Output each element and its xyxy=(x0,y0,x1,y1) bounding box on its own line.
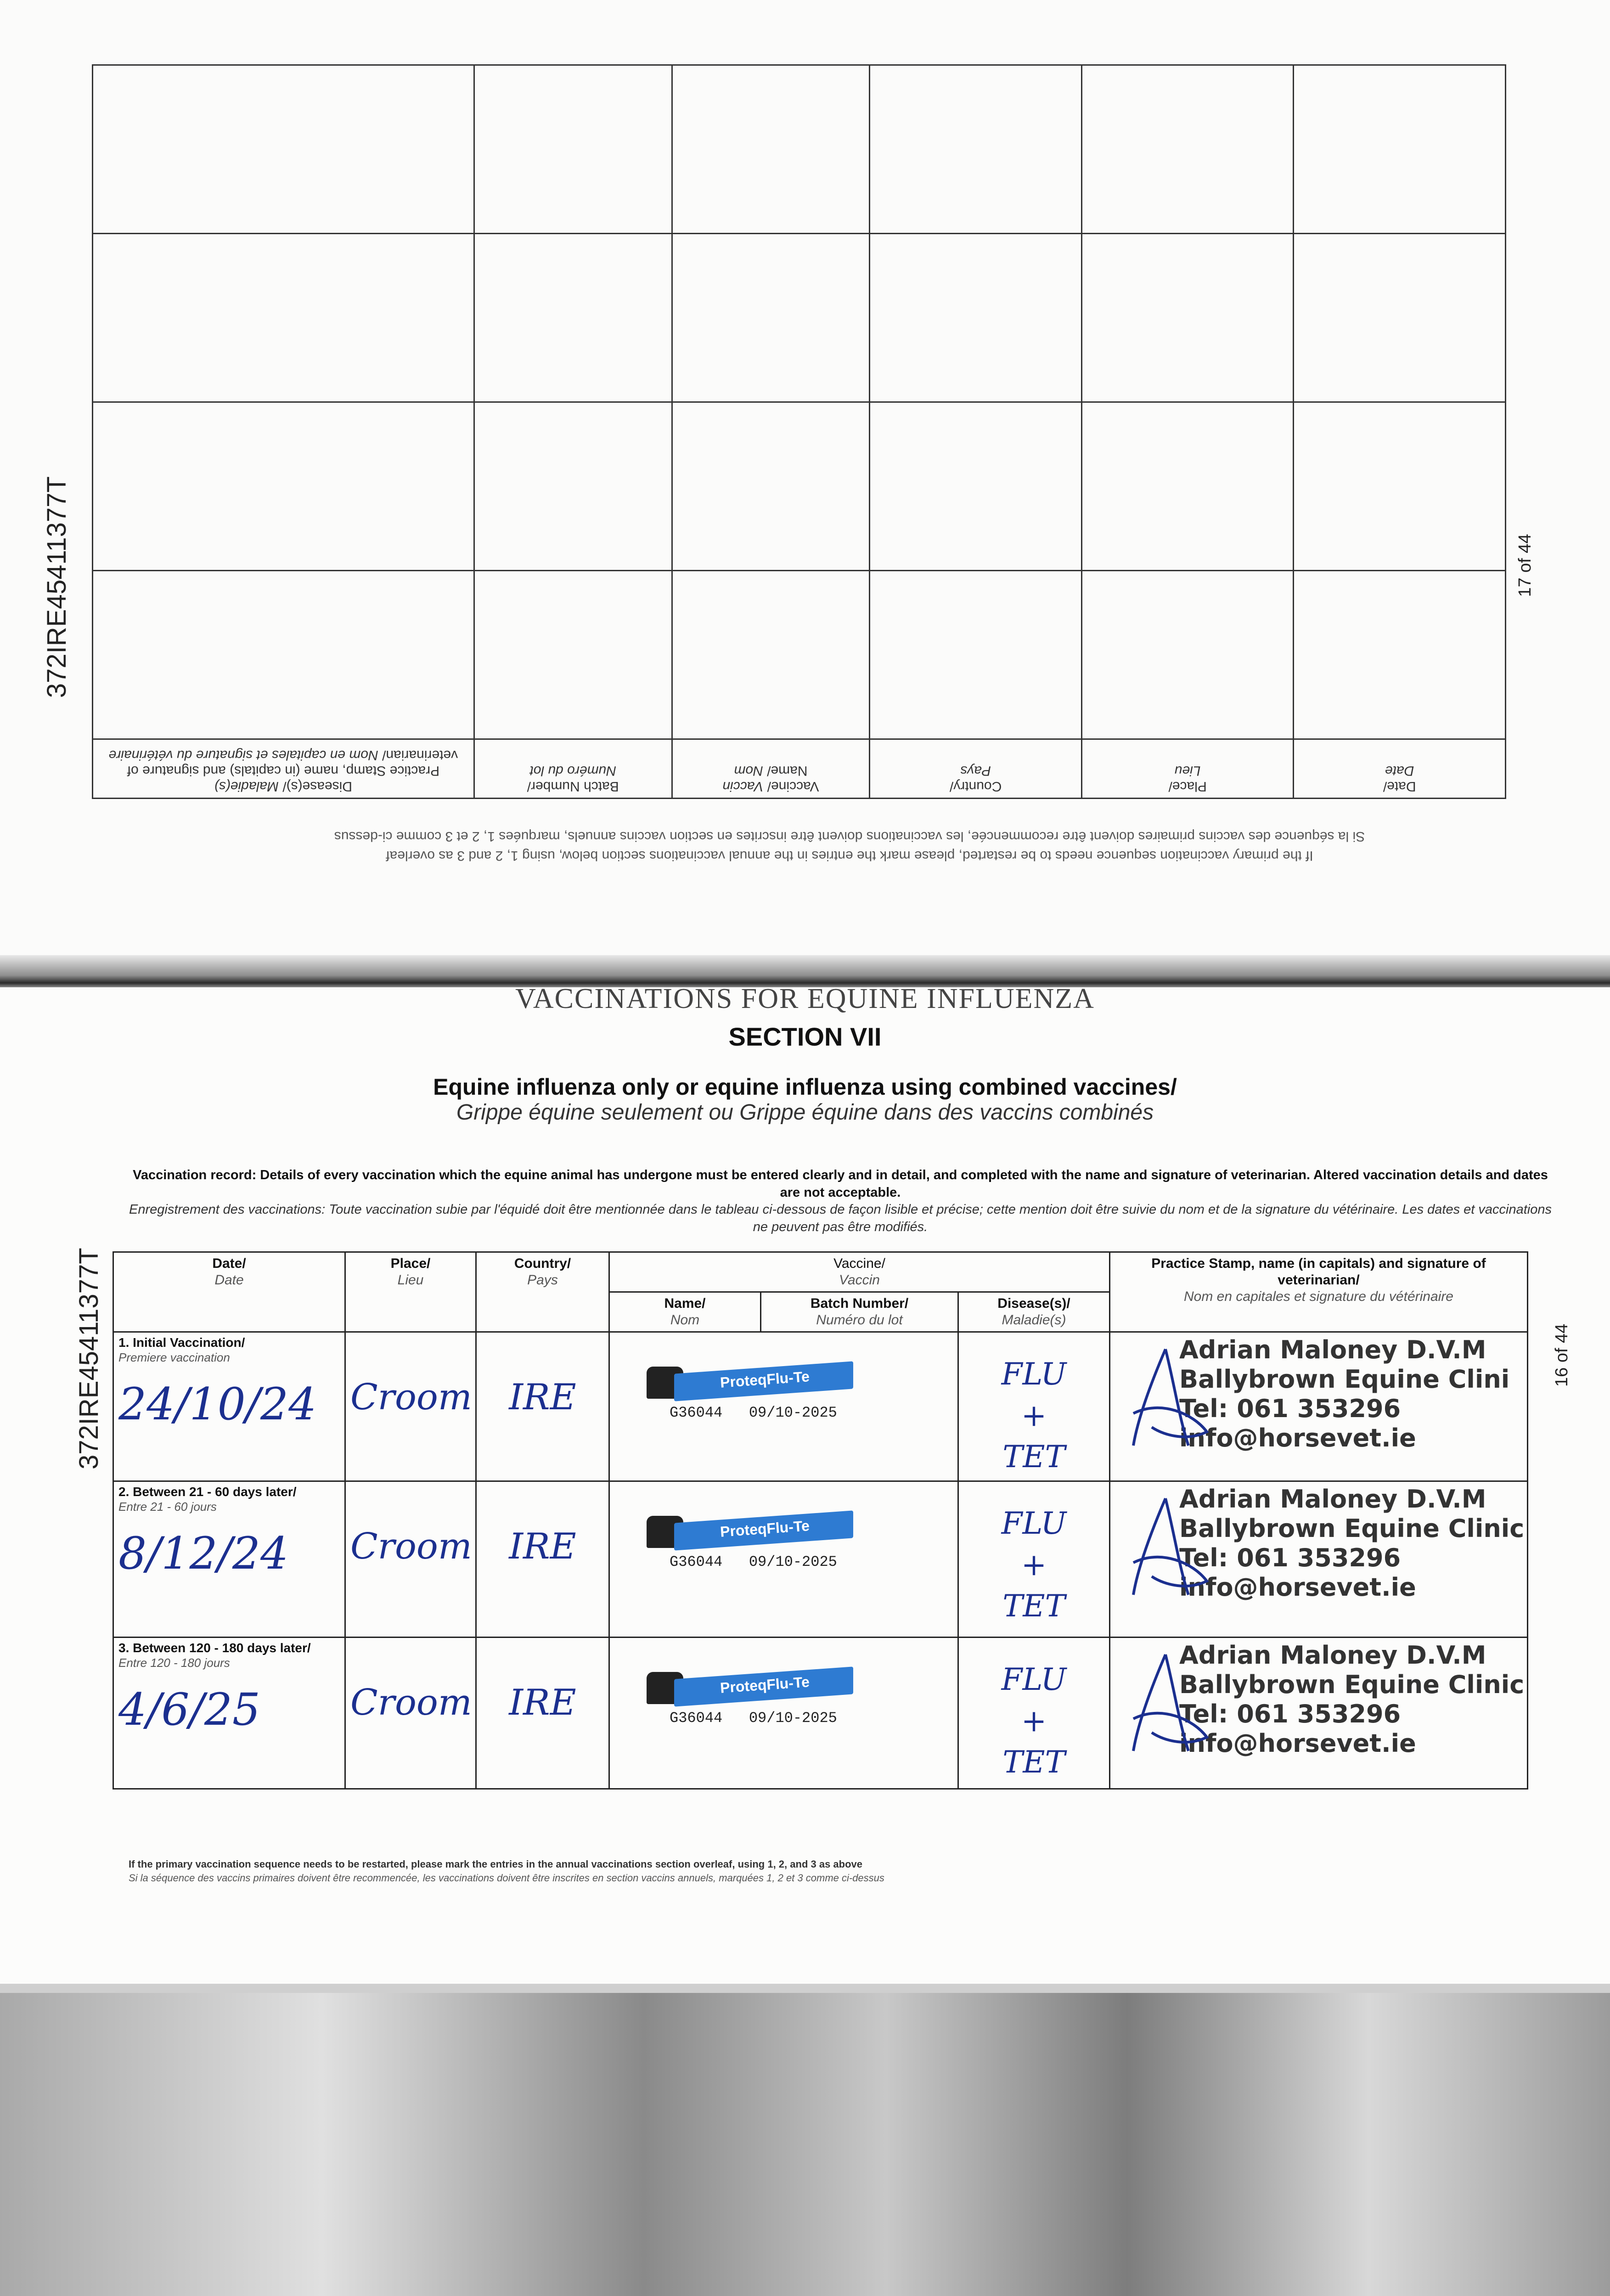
vaccine-label-cell xyxy=(609,1332,958,1481)
handwritten-place: Croom xyxy=(350,1682,472,1723)
heading-fr: Grippe équine seulement ou Grippe équine dans des vaccins combinés xyxy=(456,1100,1154,1125)
table-row xyxy=(93,234,1506,402)
vaccine-label xyxy=(647,1668,853,1705)
stamp-cell xyxy=(1110,1638,1528,1789)
country-cell xyxy=(476,1481,609,1638)
handwritten-place: Croom xyxy=(350,1377,472,1418)
col-stamp: Practice Stamp, name (in capitals) and signature of veterinarian/ Nom en capitales et signature du vétérinaire xyxy=(1110,1252,1528,1332)
record-instructions-fr: Enregistrement des vaccinations: Toute vaccination subie par l'équidé doit être mentionnée dans le tableau ci-dessous de façon lisible et précise; cette mention doit être suivie du nom et de la signature du vétérinaire. Les dates et vaccinations ne peuvent pas être modifiés. xyxy=(129,1202,1552,1234)
vaccine-label-cell xyxy=(609,1638,958,1789)
stamp-cell xyxy=(1110,1332,1528,1481)
note-fr: Si la séquence des vaccins primaires doivent être recommencée, les vaccinations doivent être inscrites en section vaccins annuels, marquées 1, 2 et 3 comme ci-dessus xyxy=(334,829,1365,844)
handwritten-country: IRE xyxy=(509,1377,576,1418)
vaccine-brand: ProteqFlu-Te xyxy=(719,1368,810,1391)
country-cell xyxy=(476,1638,609,1789)
handwritten-date: 24/10/24 xyxy=(118,1379,317,1430)
practice-stamp: Adrian Maloney D.V.M Ballybrown Equine Clini Tel: 061 353296 info@horsevet.ie xyxy=(1115,1335,1522,1453)
batch-number: G36044 xyxy=(670,1553,723,1570)
table-row xyxy=(113,1481,1528,1638)
heading-en: Equine influenza only or equine influenza using combined vaccines/ xyxy=(433,1074,1177,1100)
col-place: Place/ Lieu xyxy=(1081,739,1294,799)
page-number-bottom: 16 of 44 xyxy=(1552,1323,1571,1387)
expiry-date: 09/10-2025 xyxy=(749,1404,837,1421)
col-vaccine: Vaccine/ Vaccin xyxy=(609,1252,1110,1292)
disease-cell xyxy=(958,1638,1110,1789)
scanner-background xyxy=(0,1993,1610,2296)
signature-icon xyxy=(1124,1494,1216,1604)
row-label: 1. Initial Vaccination/ Premiere vaccination xyxy=(118,1335,245,1364)
note-en: If the primary vaccination sequence needs to be restarted, please mark the entries in the annual vaccinations section below, using 1, 2 and 3 as overleaf xyxy=(386,848,1313,863)
row-label: 3. Between 120 - 180 days later/ Entre 120 - 180 jours xyxy=(118,1641,311,1670)
col-place: Place/ Lieu xyxy=(345,1252,476,1332)
vaccine-sticker xyxy=(614,1335,953,1450)
footnote-fr: Si la séquence des vaccins primaires doivent être recommencée, les vaccinations doivent être inscrites en section vaccins annuels, marquées 1, 2 et 3 comme ci-dessus xyxy=(129,1872,884,1884)
page-number-top: 17 of 44 xyxy=(1515,534,1535,597)
handwritten-country: IRE xyxy=(509,1682,576,1723)
upside-down-note xyxy=(207,827,1492,865)
date-cell xyxy=(113,1332,345,1481)
vaccine-label xyxy=(647,1512,853,1549)
handwritten-disease: FLU + TET xyxy=(1001,1506,1067,1624)
vaccine-brand: ProteqFlu-Te xyxy=(719,1517,810,1540)
col-batch-number: Batch Number/ Numéro du lot xyxy=(761,1292,958,1332)
practice-stamp: Adrian Maloney D.V.M Ballybrown Equine Clinic Tel: 061 353296 info@horsevet.ie xyxy=(1115,1641,1522,1758)
handwritten-country: IRE xyxy=(509,1526,576,1567)
table-row xyxy=(93,65,1506,234)
col-country: Country/ Pays xyxy=(870,739,1082,799)
upside-down-vaccination-table xyxy=(92,64,1506,799)
serial-number-top: 372IRE45411377T xyxy=(42,476,72,698)
batch-expiry xyxy=(670,1710,837,1727)
table-header-row xyxy=(113,1252,1528,1292)
row-label: 2. Between 21 - 60 days later/ Entre 21 - 60 jours xyxy=(118,1485,297,1514)
batch-number: G36044 xyxy=(670,1710,723,1727)
handwritten-disease: FLU + TET xyxy=(1001,1356,1067,1474)
place-cell xyxy=(345,1332,476,1481)
vaccine-sticker xyxy=(614,1641,953,1756)
practice-stamp: Adrian Maloney D.V.M Ballybrown Equine Clinic Tel: 061 353296 info@horsevet.ie xyxy=(1115,1485,1522,1602)
stamp-cell xyxy=(1110,1481,1528,1638)
expiry-date: 09/10-2025 xyxy=(749,1710,837,1727)
handwritten-disease: FLU + TET xyxy=(1001,1662,1067,1780)
date-cell xyxy=(113,1481,345,1638)
section-title: SECTION VII xyxy=(728,1022,882,1051)
col-disease: Disease(s)/ Maladie(s) xyxy=(958,1292,1110,1332)
handwritten-date: 8/12/24 xyxy=(118,1528,289,1579)
signature-icon xyxy=(1124,1345,1216,1455)
country-cell xyxy=(476,1332,609,1481)
col-stamp: Disease(s)/ Maladie(s) Practice Stamp, name (in capitals) and signature of veterinarian/ Nom en capitales et signature du vétérinaire xyxy=(93,739,474,799)
disease-cell xyxy=(958,1332,1110,1481)
footnote xyxy=(129,1857,1598,1885)
table-row xyxy=(93,571,1506,739)
serial-number-bottom: 372IRE45411377T xyxy=(74,1248,104,1469)
place-cell xyxy=(345,1481,476,1638)
batch-expiry xyxy=(670,1553,837,1570)
col-country: Country/ Pays xyxy=(476,1252,609,1332)
expiry-date: 09/10-2025 xyxy=(749,1553,837,1570)
table-row xyxy=(113,1332,1528,1481)
col-date: Date/ Date xyxy=(113,1252,345,1332)
col-vaccine-name: Name/ Nom xyxy=(609,1292,761,1332)
vaccine-label xyxy=(647,1363,853,1400)
place-cell xyxy=(345,1638,476,1789)
record-instructions-en: Vaccination record: Details of every vaccination which the equine animal has undergone must be entered clearly and in detail, and completed with the name and signature of veterinarian. Altered vaccination details and dates are not acceptable. xyxy=(133,1168,1548,1200)
footnote-en: If the primary vaccination sequence needs to be restarted, please mark the entries in the annual vaccinations section overleaf, using 1, 2, and 3 as above xyxy=(129,1858,863,1870)
disease-cell xyxy=(958,1481,1110,1638)
col-date: Date/ Date xyxy=(1294,739,1506,799)
date-cell xyxy=(113,1638,345,1789)
table-row xyxy=(93,402,1506,571)
vaccine-label-cell xyxy=(609,1481,958,1638)
signature-icon xyxy=(1124,1650,1216,1760)
batch-number: G36044 xyxy=(670,1404,723,1421)
col-batch: Batch Number/ Numéro du lot xyxy=(474,739,672,799)
col-name: Vaccine/ Vaccin Name/ Nom xyxy=(672,739,870,799)
vaccine-brand: ProteqFlu-Te xyxy=(719,1673,810,1696)
table-header-row xyxy=(93,739,1506,799)
table-row xyxy=(113,1638,1528,1789)
vaccination-table xyxy=(113,1251,1528,1790)
section-banner: VACCINATIONS FOR EQUINE INFLUENZA xyxy=(515,983,1095,1014)
handwritten-date: 4/6/25 xyxy=(118,1684,260,1735)
batch-expiry xyxy=(670,1404,837,1421)
handwritten-place: Croom xyxy=(350,1526,472,1567)
vaccine-sticker xyxy=(614,1485,953,1599)
